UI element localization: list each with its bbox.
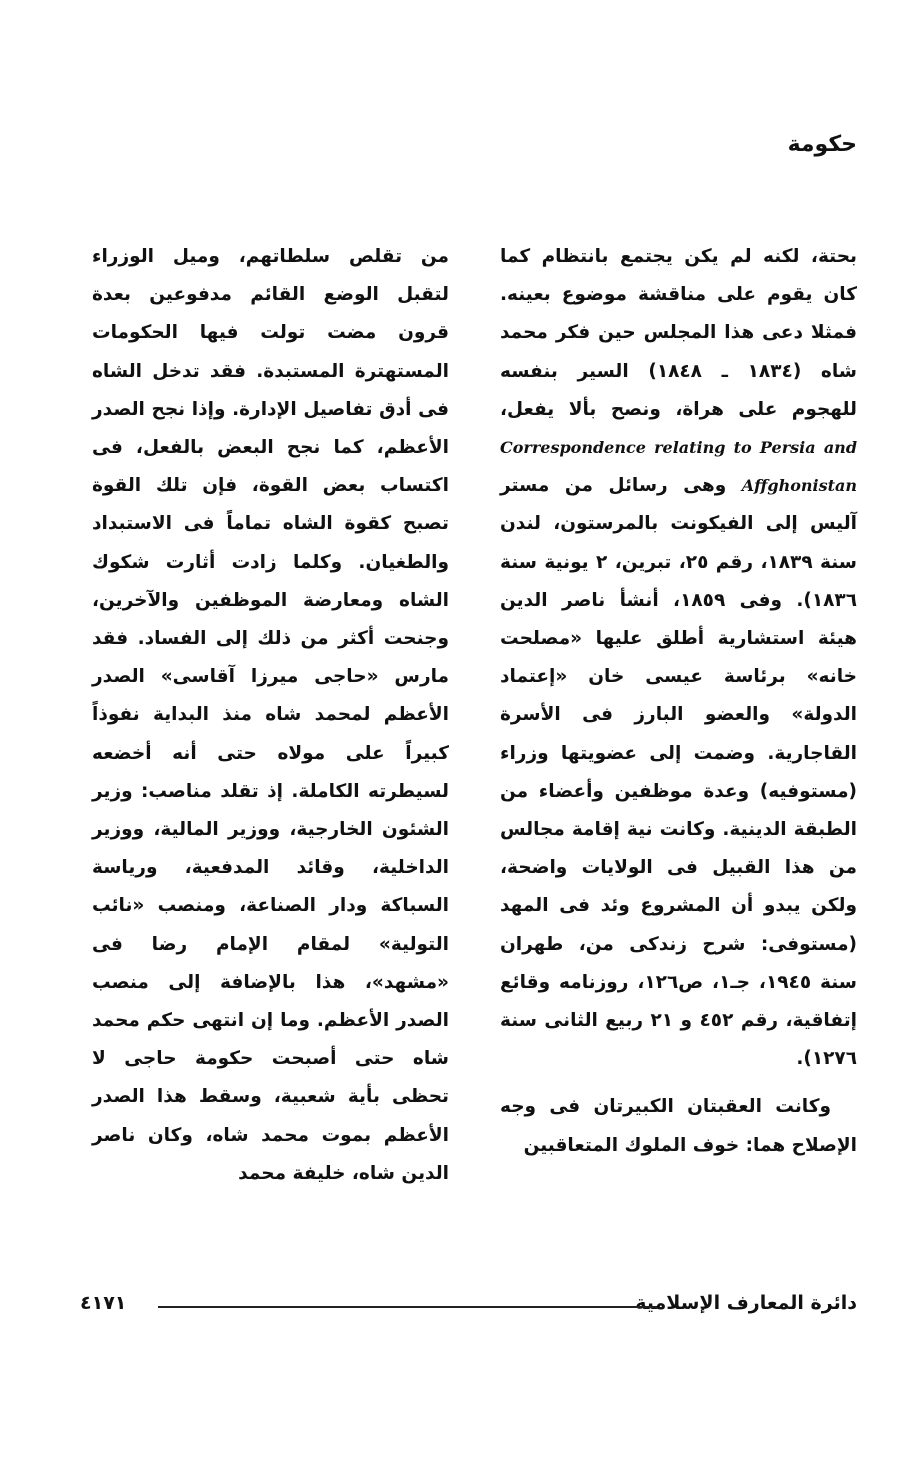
text-column-right — [500, 238, 857, 1165]
running-header: حكومة — [787, 132, 857, 157]
page-footer — [80, 1292, 857, 1322]
paragraph-text: بحتة، لكنه لم يكن يجتمع بانتظام كما كان يقوم على مناقشة موضوع بعينه. فمثلا دعى هذا المجلس حين فكر محمد شاه (١٨٣٤ ـ ١٨٤٨) السير بنفسه للهجوم على هراة، ونصح بألا يفعل، — [500, 246, 857, 420]
text-column-left — [92, 238, 449, 1193]
latin-reference-title: Correspondence relating to Persia and Affghonistan — [500, 438, 857, 496]
paragraph-text: وهى رسائل من مستر آليس إلى الفيكونت بالمرستون، لندن سنة ١٨٣٩، رقم ٢٥، تبرين، ٢ يونية سنة ١٨٣٦). وفى ١٨٥٩، أنشأ ناصر الدين هيئة استشارية أطلق عليها «مصلحت خانه» برئاسة عيسى خان «إعتماد الدولة» والعضو البارز فى الأسرة القاجارية. وضمت إلى عضويتها وزراء (مستوفيه) وعدة موظفين وأعضاء من الطبقة الدينية. وكانت نية إقامة مجالس من هذا القبيل فى الولايات واضحة، ولكن يبدو أن المشروع وئد فى المهد (مستوفى: شرح زندكى من، طهران سنة ١٩٤٥، جـ١، ص١٢٦، روزنامه وقائع إتفاقية، رقم ٤٥٢ و ٢١ ربيع الثانى سنة ١٢٧٦). — [500, 475, 858, 1070]
paragraph: من تقلص سلطاتهم، وميل الوزراء لتقبل الوضع القائم مدفوعين بعدة قرون مضت تولت فيها الحكومات المستهترة المستبدة. فقد تدخل الشاه فى أدق تفاصيل الإدارة. وإذا نجح الصدر الأعظم، كما نجح البعض بالفعل، فى اكتساب بعض القوة، فإن تلك القوة تصبح كقوة الشاه تماماً فى الاستبداد والطغيان. وكلما زادت أثارت شكوك الشاه ومعارضة الموظفين والآخرين، وجنحت أكثر من ذلك إلى الفساد. فقد مارس «حاجى ميرزا آقاسى» الصدر الأعظم لمحمد شاه منذ البداية نفوذاً كبيراً على مولاه حتى أنه أخضعه لسيطرته الكاملة. إذ تقلد مناصب: وزير الشئون الخارجية، ووزير المالية، ووزير الداخلية، وقائد المدفعية، ورياسة السباكة ودار الصناعة، ومنصب «نائب التولية» لمقام الإمام رضا فى «مشهد»، هذا بالإضافة إلى منصب الصدر الأعظم. وما إن انتهى حكم محمد شاه حتى أصبحت حكومة حاجى لا تحظى بأية شعبية، وسقط هذا الصدر الأعظم بموت محمد شاه، وكان ناصر الدين شاه، خليفة محمد — [92, 246, 449, 1184]
publication-title: دائرة المعارف الإسلامية — [635, 1292, 857, 1314]
footer-rule — [158, 1306, 657, 1308]
paragraph: وكانت العقبتان الكبيرتان فى وجه الإصلاح هما: خوف الملوك المتعاقبين — [500, 1096, 857, 1156]
paragraph — [500, 238, 857, 1078]
page-number: ٤١٧١ — [80, 1292, 127, 1314]
